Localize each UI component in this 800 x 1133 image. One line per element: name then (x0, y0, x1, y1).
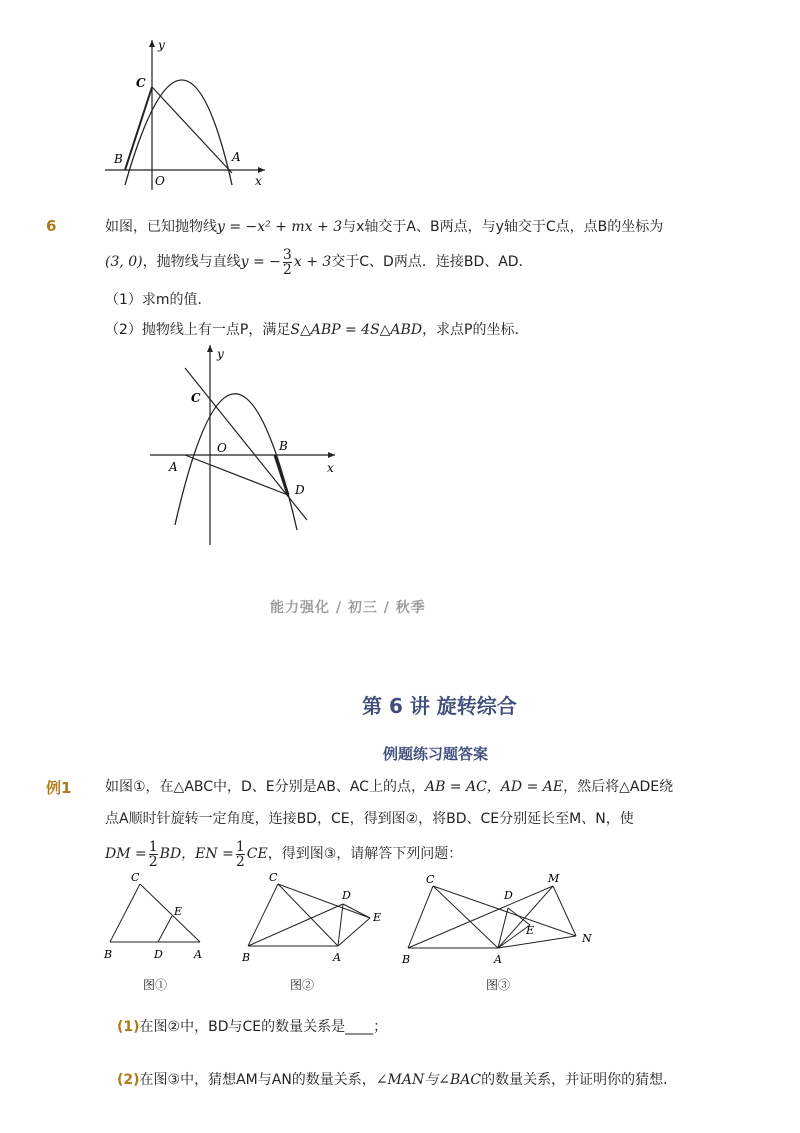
problem-6-line-1 (105, 217, 663, 237)
ex1-half-fraction-2 (236, 840, 245, 869)
figure-3-caption: 图③ (486, 978, 511, 992)
fig2-d: D (342, 889, 351, 902)
figure-2 (238, 868, 388, 966)
ex1-ce: CE (246, 846, 268, 862)
p6-q2-text-b: ，求点P的坐标． (422, 322, 529, 338)
figure-1 (100, 870, 210, 965)
fig1-a: A (194, 948, 202, 961)
example-1-q1 (117, 1017, 387, 1037)
ex1-q2-label: (2) (117, 1072, 140, 1088)
problem-6-number: 6 (46, 217, 57, 235)
p6-fraction (283, 248, 292, 277)
fig6-b-label: B (279, 439, 288, 453)
p6-point-b-coord: (3, 0) (105, 254, 143, 270)
ex1-q2-text-a: 在图③中，猜想AM与AN的数量关系， (139, 1072, 376, 1088)
figure-1-caption: 图① (143, 978, 168, 992)
example-1-q2 (117, 1070, 677, 1090)
p6-line-eq-right: x + 3 (293, 254, 332, 270)
p6-line1-text-b: 与x轴交于A、B两点，与y轴交于C点，点B的坐标为 (342, 219, 664, 235)
ex1-line1-text-a: 如图①，在△ABC中，D、E分别是AB、AC上的点， (105, 779, 425, 795)
ex1-bd-en-eq: BD，EN = (159, 846, 234, 862)
p6-frac-num: 3 (282, 246, 292, 263)
fig3-c: C (426, 873, 435, 886)
p6-frac-den: 2 (282, 261, 292, 278)
fig3-e: E (526, 924, 535, 937)
figure-3 (398, 868, 603, 966)
ex1-half-den-2: 2 (235, 853, 245, 870)
ex1-line3-text: ，得到图③，请解答下列问题： (267, 846, 463, 862)
fig3-d: D (504, 889, 513, 902)
problem-6-figure (145, 340, 345, 550)
fig6-x-label: x (327, 461, 334, 475)
top-fig-b-label: B (114, 152, 123, 166)
example-1-line-2: 点A顺时针旋转一定角度，连接BD，CE，得到图②，将BD、CE分别延长至M、N，使 (105, 811, 634, 827)
top-parabola-figure (100, 35, 280, 195)
fig3-b: B (402, 953, 411, 966)
fig6-c-label: C (191, 391, 201, 405)
fig2-b: B (242, 951, 251, 964)
ex1-line1-text-b: ，然后将△ADE绕 (563, 779, 674, 795)
ex1-line1-equation: AB = AC，AD = AE (424, 779, 564, 795)
top-fig-c-label: C (136, 76, 146, 90)
ex1-half-num-2: 1 (235, 838, 245, 855)
lecture-title: 第 6 讲 旋转综合 (362, 694, 517, 718)
fig6-d-label: D (295, 483, 305, 497)
top-fig-x-label: x (255, 174, 262, 188)
example-1-line-1 (105, 777, 673, 797)
section-title: 例题练习题答案 (383, 745, 489, 763)
p6-q2-equation: S△ABP = 4S△ABD (290, 322, 423, 338)
fig1-e: E (174, 905, 183, 918)
ex1-dm-eq: DM = (105, 846, 147, 862)
fig1-b: B (104, 948, 113, 961)
fig1-c: C (131, 871, 140, 884)
fig6-o-label: O (217, 441, 227, 455)
ex1-half-den-1: 2 (148, 853, 158, 870)
ex1-q1-label: (1) (117, 1019, 140, 1035)
fig6-a-label: A (169, 460, 178, 474)
top-fig-o-label: O (155, 174, 165, 188)
fig3-a: A (494, 953, 502, 966)
ex1-half-num-1: 1 (148, 838, 158, 855)
figure-2-caption: 图② (290, 978, 315, 992)
ex1-q1-text: 在图②中，BD与CE的数量关系是____； (139, 1019, 388, 1035)
fig2-c: C (269, 871, 278, 884)
p6-q2-text-a: （2）抛物线上有一点P，满足 (105, 322, 291, 338)
p6-line1-text-a: 如图，已知抛物线 (105, 219, 217, 235)
p6-line2-text-b: 交于C、D两点．连接BD、AD． (331, 254, 533, 270)
problem-6-q1: （1）求m的值． (105, 292, 212, 308)
problem-6-q2 (105, 320, 529, 340)
p6-line-eq-left: y = − (240, 254, 281, 270)
ex1-q2-text-b: 的数量关系，并证明你的猜想． (481, 1072, 678, 1088)
example-1-line-3 (105, 836, 462, 872)
ex1-half-fraction-1 (149, 840, 158, 869)
problem-6-line-2 (105, 245, 533, 279)
fig2-a: A (333, 951, 341, 964)
p6-line1-equation: y = −x² + mx + 3 (217, 219, 343, 235)
fig3-n: N (582, 932, 592, 945)
fig2-e: E (373, 911, 382, 924)
fig6-y-label: y (217, 347, 224, 361)
example-1-label: 例1 (46, 779, 72, 797)
page-footer: 能力强化 / 初三 / 秋季 (270, 600, 426, 616)
top-fig-a-label: A (232, 150, 241, 164)
top-fig-y-label: y (158, 38, 165, 52)
ex1-q2-equation: ∠MAN与∠BAC (375, 1072, 482, 1088)
fig1-d: D (154, 948, 163, 961)
p6-line2-text-a: ，抛物线与直线 (142, 254, 241, 270)
fig3-m: M (548, 872, 560, 885)
